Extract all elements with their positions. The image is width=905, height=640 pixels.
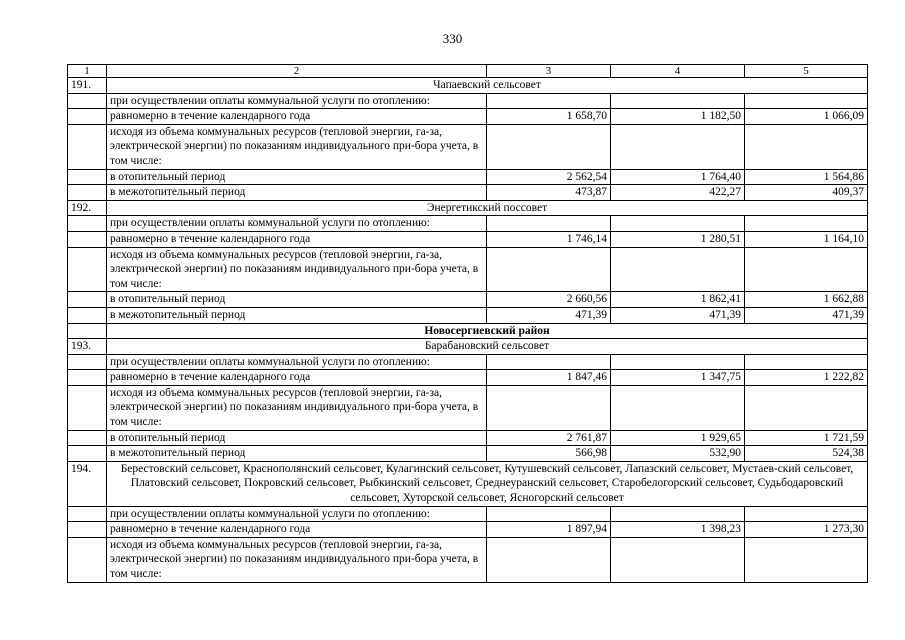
table-row — [68, 247, 868, 292]
value-col5 — [745, 506, 868, 522]
value-col3 — [487, 385, 611, 430]
section-row — [68, 200, 868, 216]
value-col3: 1 658,70 — [487, 109, 611, 125]
value-col4: 1 764,40 — [611, 169, 745, 185]
row-index-empty — [68, 537, 107, 582]
row-index: 194. — [68, 461, 107, 506]
value-col4 — [611, 385, 745, 430]
row-index-empty — [68, 506, 107, 522]
row-index-empty — [68, 185, 107, 201]
value-col3 — [487, 247, 611, 292]
table-row — [68, 385, 868, 430]
value-col5 — [745, 93, 868, 109]
district-title: Новосергиевский район — [107, 323, 868, 339]
value-col3: 1 746,14 — [487, 231, 611, 247]
district-row — [68, 323, 868, 339]
value-col3 — [487, 537, 611, 582]
header-cell: 2 — [107, 65, 487, 78]
table-row — [68, 93, 868, 109]
row-index-empty — [68, 385, 107, 430]
section-title: Энергетикский поссовет — [107, 200, 868, 216]
row-index-empty — [68, 522, 107, 538]
value-col5: 1 222,82 — [745, 370, 868, 386]
value-col3 — [487, 216, 611, 232]
row-index-empty — [68, 169, 107, 185]
value-col5: 1 066,09 — [745, 109, 868, 125]
table-row — [68, 307, 868, 323]
value-col4 — [611, 247, 745, 292]
value-col4: 1 929,65 — [611, 430, 745, 446]
table-row — [68, 506, 868, 522]
value-col5: 409,37 — [745, 185, 868, 201]
section-row — [68, 78, 868, 94]
value-col4: 422,27 — [611, 185, 745, 201]
value-col4 — [611, 354, 745, 370]
table-header-row — [68, 65, 868, 78]
row-label: при осуществлении оплаты коммунальной услуги по отоплению: — [107, 216, 487, 232]
value-col4: 532,90 — [611, 446, 745, 462]
row-label: в межотопительный период — [107, 185, 487, 201]
value-col3: 566,98 — [487, 446, 611, 462]
row-index-empty — [68, 231, 107, 247]
row-index-empty — [68, 292, 107, 308]
row-index-empty — [68, 307, 107, 323]
row-label: в отопительный период — [107, 430, 487, 446]
value-col4: 1 862,41 — [611, 292, 745, 308]
row-label: в отопительный период — [107, 292, 487, 308]
row-label: при осуществлении оплаты коммунальной услуги по отоплению: — [107, 354, 487, 370]
row-label: исходя из объема коммунальных ресурсов (тепловой энергии, га-за, электрической энергии) по показаниям индивидуального при-бора учета, в том числе: — [107, 537, 487, 582]
value-col3 — [487, 93, 611, 109]
row-index: 192. — [68, 200, 107, 216]
header-cell: 5 — [745, 65, 868, 78]
row-label: равномерно в течение календарного года — [107, 109, 487, 125]
value-col4 — [611, 124, 745, 169]
row-index: 191. — [68, 78, 107, 94]
row-label: исходя из объема коммунальных ресурсов (тепловой энергии, га-за, электрической энергии) по показаниям индивидуального при-бора учета, в том числе: — [107, 124, 487, 169]
tariff-table — [67, 64, 868, 583]
row-label: равномерно в течение календарного года — [107, 522, 487, 538]
value-col5 — [745, 247, 868, 292]
row-label: равномерно в течение календарного года — [107, 370, 487, 386]
section-row — [68, 461, 868, 506]
value-col5: 1 564,86 — [745, 169, 868, 185]
header-cell: 1 — [68, 65, 107, 78]
value-col3: 1 897,94 — [487, 522, 611, 538]
value-col5 — [745, 354, 868, 370]
value-col5: 1 662,88 — [745, 292, 868, 308]
section-row — [68, 339, 868, 355]
value-col3 — [487, 506, 611, 522]
row-index-empty — [68, 93, 107, 109]
table-row — [68, 446, 868, 462]
table-row — [68, 185, 868, 201]
value-col3: 473,87 — [487, 185, 611, 201]
value-col4 — [611, 93, 745, 109]
value-col3: 1 847,46 — [487, 370, 611, 386]
row-index: 193. — [68, 339, 107, 355]
value-col4: 1 280,51 — [611, 231, 745, 247]
row-index-empty — [68, 446, 107, 462]
value-col5 — [745, 537, 868, 582]
row-label: при осуществлении оплаты коммунальной услуги по отоплению: — [107, 93, 487, 109]
header-cell: 4 — [611, 65, 745, 78]
value-col5: 1 164,10 — [745, 231, 868, 247]
page-number: 330 — [442, 31, 463, 46]
value-col3: 2 562,54 — [487, 169, 611, 185]
table-row — [68, 370, 868, 386]
table-row — [68, 292, 868, 308]
row-label: в отопительный период — [107, 169, 487, 185]
row-index-empty — [68, 216, 107, 232]
value-col4 — [611, 216, 745, 232]
table-row — [68, 522, 868, 538]
value-col5: 1 273,30 — [745, 522, 868, 538]
table-row — [68, 354, 868, 370]
row-label: исходя из объема коммунальных ресурсов (тепловой энергии, га-за, электрической энергии) по показаниям индивидуального при-бора учета, в том числе: — [107, 385, 487, 430]
value-col4: 471,39 — [611, 307, 745, 323]
table-row — [68, 430, 868, 446]
value-col4 — [611, 537, 745, 582]
value-col4: 1 398,23 — [611, 522, 745, 538]
row-label: в межотопительный период — [107, 307, 487, 323]
section-title: Чапаевский сельсовет — [107, 78, 868, 94]
row-label: при осуществлении оплаты коммунальной услуги по отоплению: — [107, 506, 487, 522]
value-col5: 1 721,59 — [745, 430, 868, 446]
row-index-empty — [68, 109, 107, 125]
table-row — [68, 537, 868, 582]
value-col3 — [487, 354, 611, 370]
header-cell: 3 — [487, 65, 611, 78]
row-label: исходя из объема коммунальных ресурсов (тепловой энергии, га-за, электрической энергии) по показаниям индивидуального при-бора учета, в том числе: — [107, 247, 487, 292]
row-label: в межотопительный период — [107, 446, 487, 462]
table-row — [68, 109, 868, 125]
value-col4: 1 182,50 — [611, 109, 745, 125]
value-col5 — [745, 385, 868, 430]
value-col5 — [745, 216, 868, 232]
value-col3: 2 660,56 — [487, 292, 611, 308]
value-col4: 1 347,75 — [611, 370, 745, 386]
value-col5: 524,38 — [745, 446, 868, 462]
value-col3 — [487, 124, 611, 169]
value-col4 — [611, 506, 745, 522]
row-index-empty — [68, 124, 107, 169]
value-col5 — [745, 124, 868, 169]
table-row — [68, 169, 868, 185]
row-label: равномерно в течение календарного года — [107, 231, 487, 247]
table-row — [68, 231, 868, 247]
section-title: Берестовский сельсовет, Краснополянский сельсовет, Кулагинский сельсовет, Кутушевский сельсовет, Лапазский сельсовет, Мустаев-ский сельсовет, Платовский сельсовет, Покровский сельсовет, Рыбкинский сельсовет, Среднеуранский сельсовет, Старобелогорский сельсовет, Судьбодаровский сельсовет, Хуторской сельсовет, Ясногорский сельсовет — [107, 461, 868, 506]
row-index-empty — [68, 370, 107, 386]
row-index-empty — [68, 323, 107, 339]
value-col3: 2 761,87 — [487, 430, 611, 446]
table-row — [68, 124, 868, 169]
table-row — [68, 216, 868, 232]
row-index-empty — [68, 354, 107, 370]
value-col3: 471,39 — [487, 307, 611, 323]
section-title: Барабановский сельсовет — [107, 339, 868, 355]
row-index-empty — [68, 430, 107, 446]
row-index-empty — [68, 247, 107, 292]
value-col5: 471,39 — [745, 307, 868, 323]
